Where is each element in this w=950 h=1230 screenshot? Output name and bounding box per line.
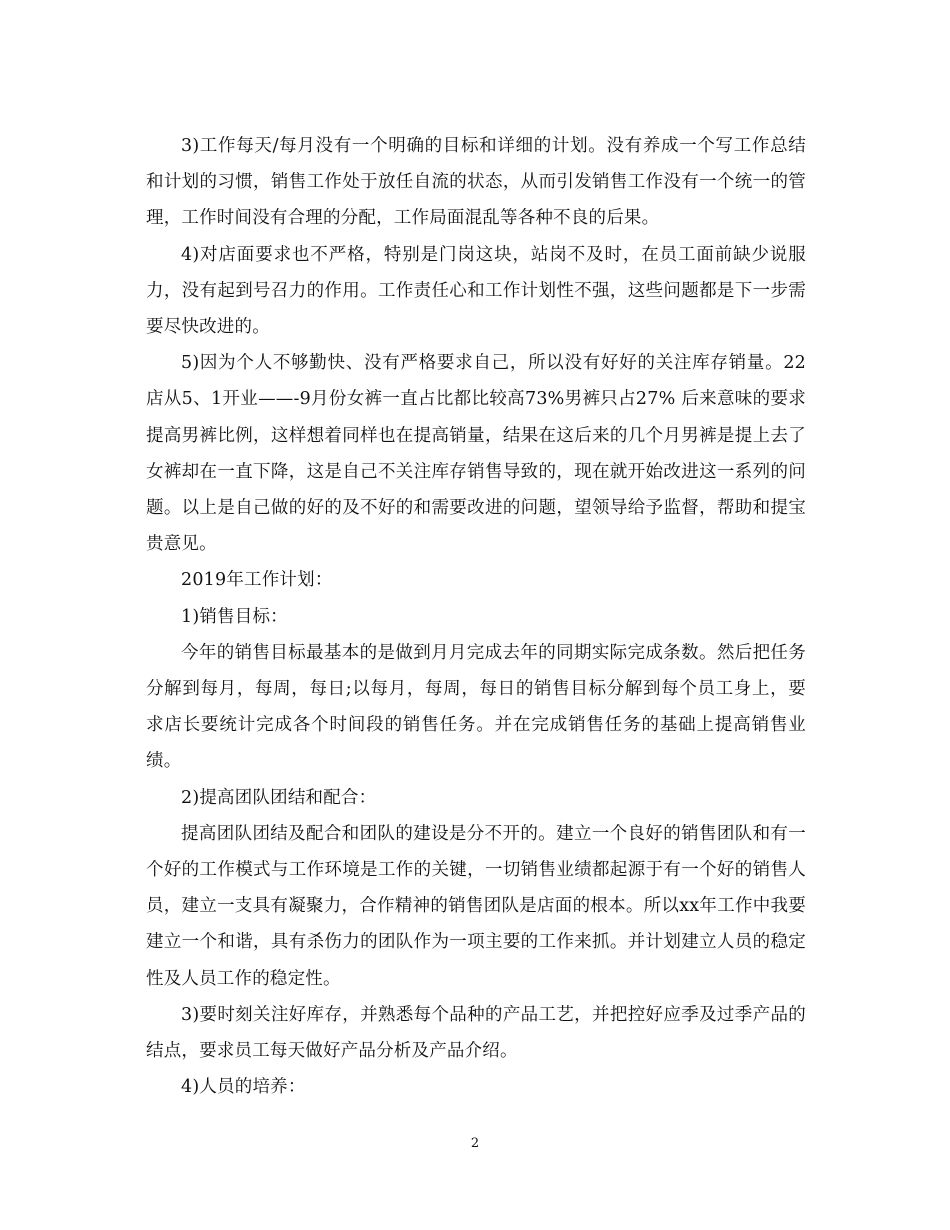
document-body [146,128,806,1105]
paragraph-sales-target: 今年的销售目标最基本的是做到月月完成去年的同期实际完成条数。然后把任务分解到每月，每周，每日;以每月，每周，每日的销售目标分解到每个员工身上，要求店长要统计完成各个时间段的销售任务。并在完成销售任务的基础上提高销售业绩。 [146,642,806,772]
paragraph-inventory: 3)要时刻关注好库存，并熟悉每个品种的产品工艺，并把控好应季及过季产品的结点，要求员工每天做好产品分析及产品介绍。 [146,1004,806,1062]
subheading-staff-training: 4)人员的培养： [181,1077,306,1098]
section-heading-work-plan: 2019年工作计划： [181,570,333,591]
page-number: 2 [470,1136,480,1151]
paragraph-problem-4: 4)对店面要求也不严格，特别是门岗这块，站岗不及时，在员工面前缺少说服力，没有起到号召力的作用。工作责任心和工作计划性不强，这些问题都是下一步需要尽快改进的。 [146,244,806,338]
subheading-sales-target: 1)销售目标： [181,606,288,627]
paragraph-teamwork: 提高团队团结及配合和团队的建设是分不开的。建立一个良好的销售团队和有一个好的工作模式与工作环境是工作的关键，一切销售业绩都起源于有一个好的销售人员，建立一支具有凝聚力，合作精神的销售团队是店面的根本。所以xx年工作中我要建立一个和谐，具有杀伤力的团队作为一项主要的工作来抓。并计划建立人员的稳定性及人员工作的稳定性。 [146,823,806,989]
subheading-teamwork: 2)提高团队团结和配合： [181,787,377,808]
paragraph-problem-5: 5)因为个人不够勤快、没有严格要求自己，所以没有好好的关注库存销量。22店从5、1开业——-9月份女裤一直占比都比较高73%男裤只占27% 后来意味的要求提高男裤比例，这样想着同样也在提高销量，结果在这后来的几个月男裤是提上去了女裤却在一直下降，这是自己不关注库存销售导致的，现在就开始改进这一系列的问题。以上是自己做的好的及不好的和需要改进的问题，望领导给予监督，帮助和提宝贵意见。 [146,353,806,555]
paragraph-problem-3: 3)工作每天/每月没有一个明确的目标和详细的计划。没有养成一个写工作总结和计划的习惯，销售工作处于放任自流的状态，从而引发销售工作没有一个统一的管理，工作时间没有合理的分配，工作局面混乱等各种不良的后果。 [146,136,806,229]
